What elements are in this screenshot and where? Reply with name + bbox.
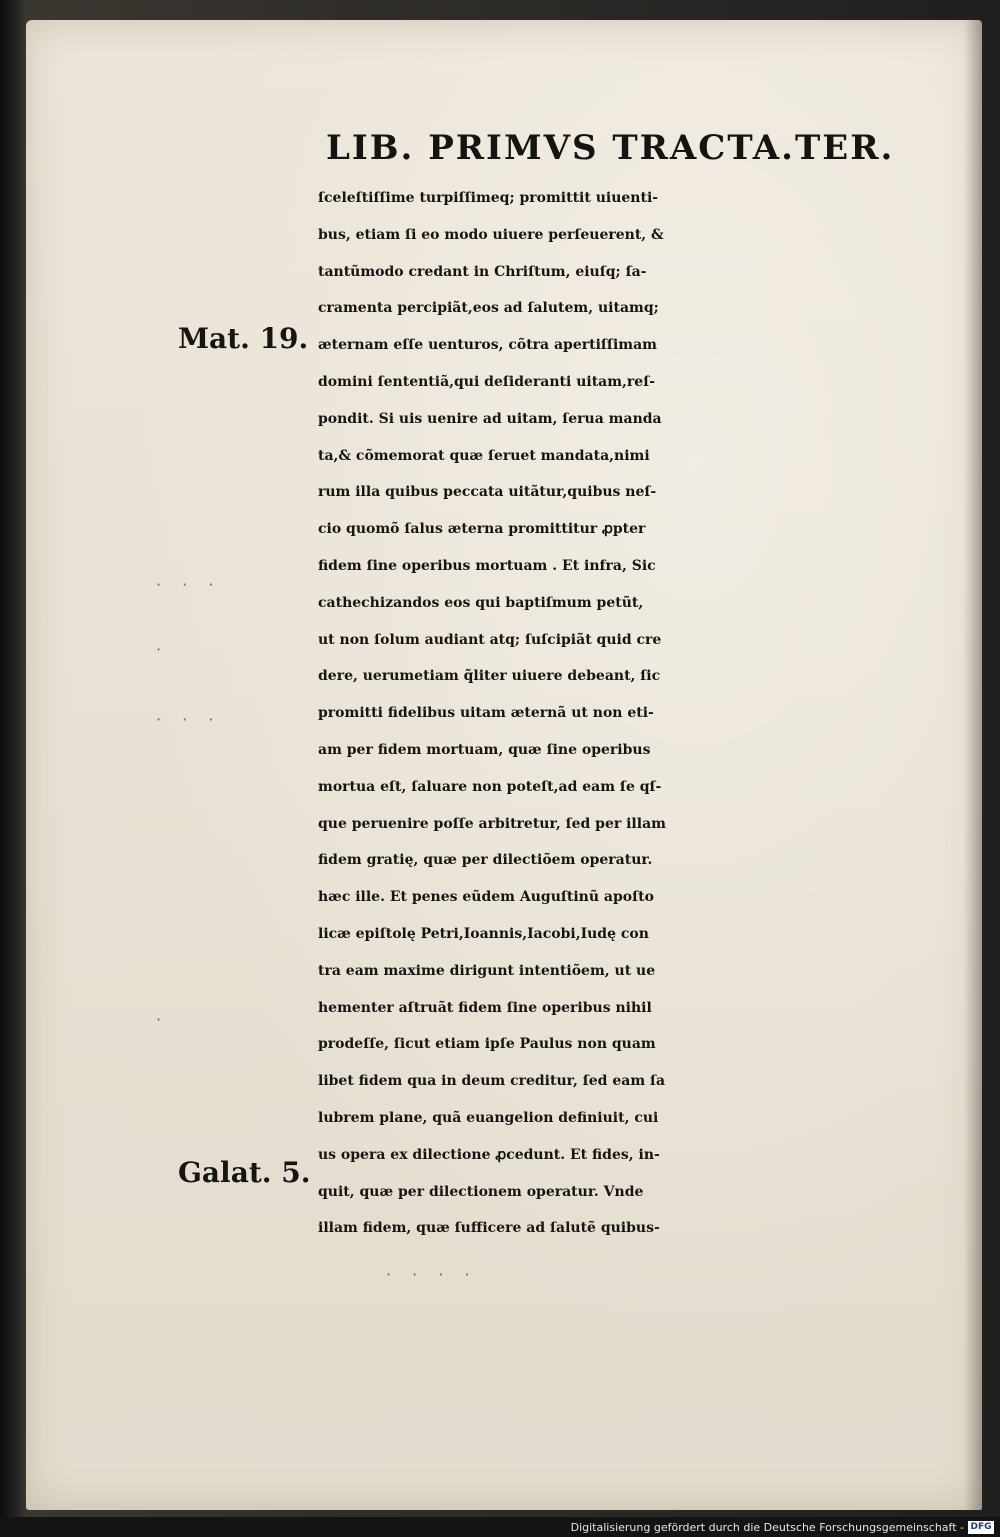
text-line: fidem gratię, quæ per dilectiõem operatur. bbox=[318, 852, 653, 869]
text-line: hementer aſtruãt fidem ſine operibus nihil bbox=[318, 999, 652, 1016]
text-line: que peruenire poſſe arbitretur, ſed per illam bbox=[318, 815, 666, 832]
ink-specks: · · · · bbox=[386, 1265, 478, 1284]
text-line: æternam eſſe uenturos, cõtra apertiſſimam bbox=[318, 337, 657, 354]
running-head: LIB. PRIMVS TRACTA.TER. bbox=[326, 128, 895, 168]
text-line: tra eam maxime dirigunt intentiõem, ut ue bbox=[318, 962, 656, 979]
text-line: lubrem plane, quã euangelion definiuit, cui bbox=[318, 1109, 659, 1126]
text-line: bus, etiam ſi eo modo uiuere perſeuerent, & bbox=[318, 226, 664, 243]
funding-credit: Digitalisierung gefördert durch die Deutsche Forschungsgemeinschaft - bbox=[570, 1521, 964, 1534]
text-line: domini ſententiã,qui deſideranti uitam,reſ- bbox=[318, 373, 656, 390]
book-page bbox=[26, 20, 982, 1510]
text-line: illam fidem, quæ ſufficere ad ſalutẽ quibus- bbox=[318, 1220, 660, 1237]
ink-specks: · · · bbox=[156, 710, 222, 729]
footer-bar bbox=[0, 1517, 1000, 1537]
text-line: pondit. Si uis uenire ad uitam, ſerua manda bbox=[318, 410, 662, 427]
margin-note-galat: Galat. 5. bbox=[178, 1156, 311, 1189]
ink-specks: · · · bbox=[156, 575, 222, 594]
text-line: am per fidem mortuam, quæ ſine operibus bbox=[318, 741, 651, 758]
margin-note-mat: Mat. 19. bbox=[178, 322, 309, 355]
text-line: cio quomõ ſalus æterna promittitur ꝓpter bbox=[318, 521, 646, 538]
text-line: ut non ſolum audiant atq; ſuſcipiãt quid cre bbox=[318, 631, 662, 648]
text-line: cathechizandos eos qui baptiſmum petũt, bbox=[318, 594, 644, 611]
dfg-logo: DFG bbox=[968, 1521, 994, 1534]
text-line: hæc ille. Et penes eũdem Auguſtinũ apoſto bbox=[318, 889, 654, 906]
text-line: us opera ex dilectione ꝓcedunt. Et fides, in- bbox=[318, 1146, 660, 1163]
text-line: quit, quæ per dilectionem operatur. Vnde bbox=[318, 1183, 644, 1200]
text-line: mortua eſt, ſaluare non poteſt,ad eam ſe qſ- bbox=[318, 778, 662, 795]
body-text bbox=[318, 180, 958, 1247]
text-line: licæ epiſtolę Petri,Ioannis,Iacobi,Iudę con bbox=[318, 925, 649, 942]
text-line: prodeſſe, ſicut etiam ipſe Paulus non quam bbox=[318, 1036, 656, 1053]
text-line: libet fidem qua in deum creditur, ſed eam ſa bbox=[318, 1073, 666, 1090]
text-line: cramenta percipiãt,eos ad ſalutem, uitamq; bbox=[318, 300, 659, 317]
text-line: dere, uerumetiam q̃liter uiuere debeant, ſic bbox=[318, 668, 661, 685]
ink-specks: · bbox=[156, 640, 170, 659]
text-line: ſceleſtiſſime turpiſſimeq; promittit uiuenti- bbox=[318, 190, 659, 206]
text-line: rum illa quibus peccata uitãtur,quibus neſ- bbox=[318, 484, 657, 501]
text-line: tantũmodo credant in Chriſtum, eiuſq; ſa- bbox=[318, 263, 647, 280]
text-line: fidem ſine operibus mortuam . Et infra, Sic bbox=[318, 557, 656, 574]
text-line: promitti fidelibus uitam æternã ut non eti- bbox=[318, 705, 654, 722]
ink-specks: · bbox=[156, 1010, 170, 1029]
text-line: ta,& cõmemorat quæ ſeruet mandata,nimi bbox=[318, 447, 650, 464]
page-edge-shadow bbox=[964, 20, 982, 1510]
